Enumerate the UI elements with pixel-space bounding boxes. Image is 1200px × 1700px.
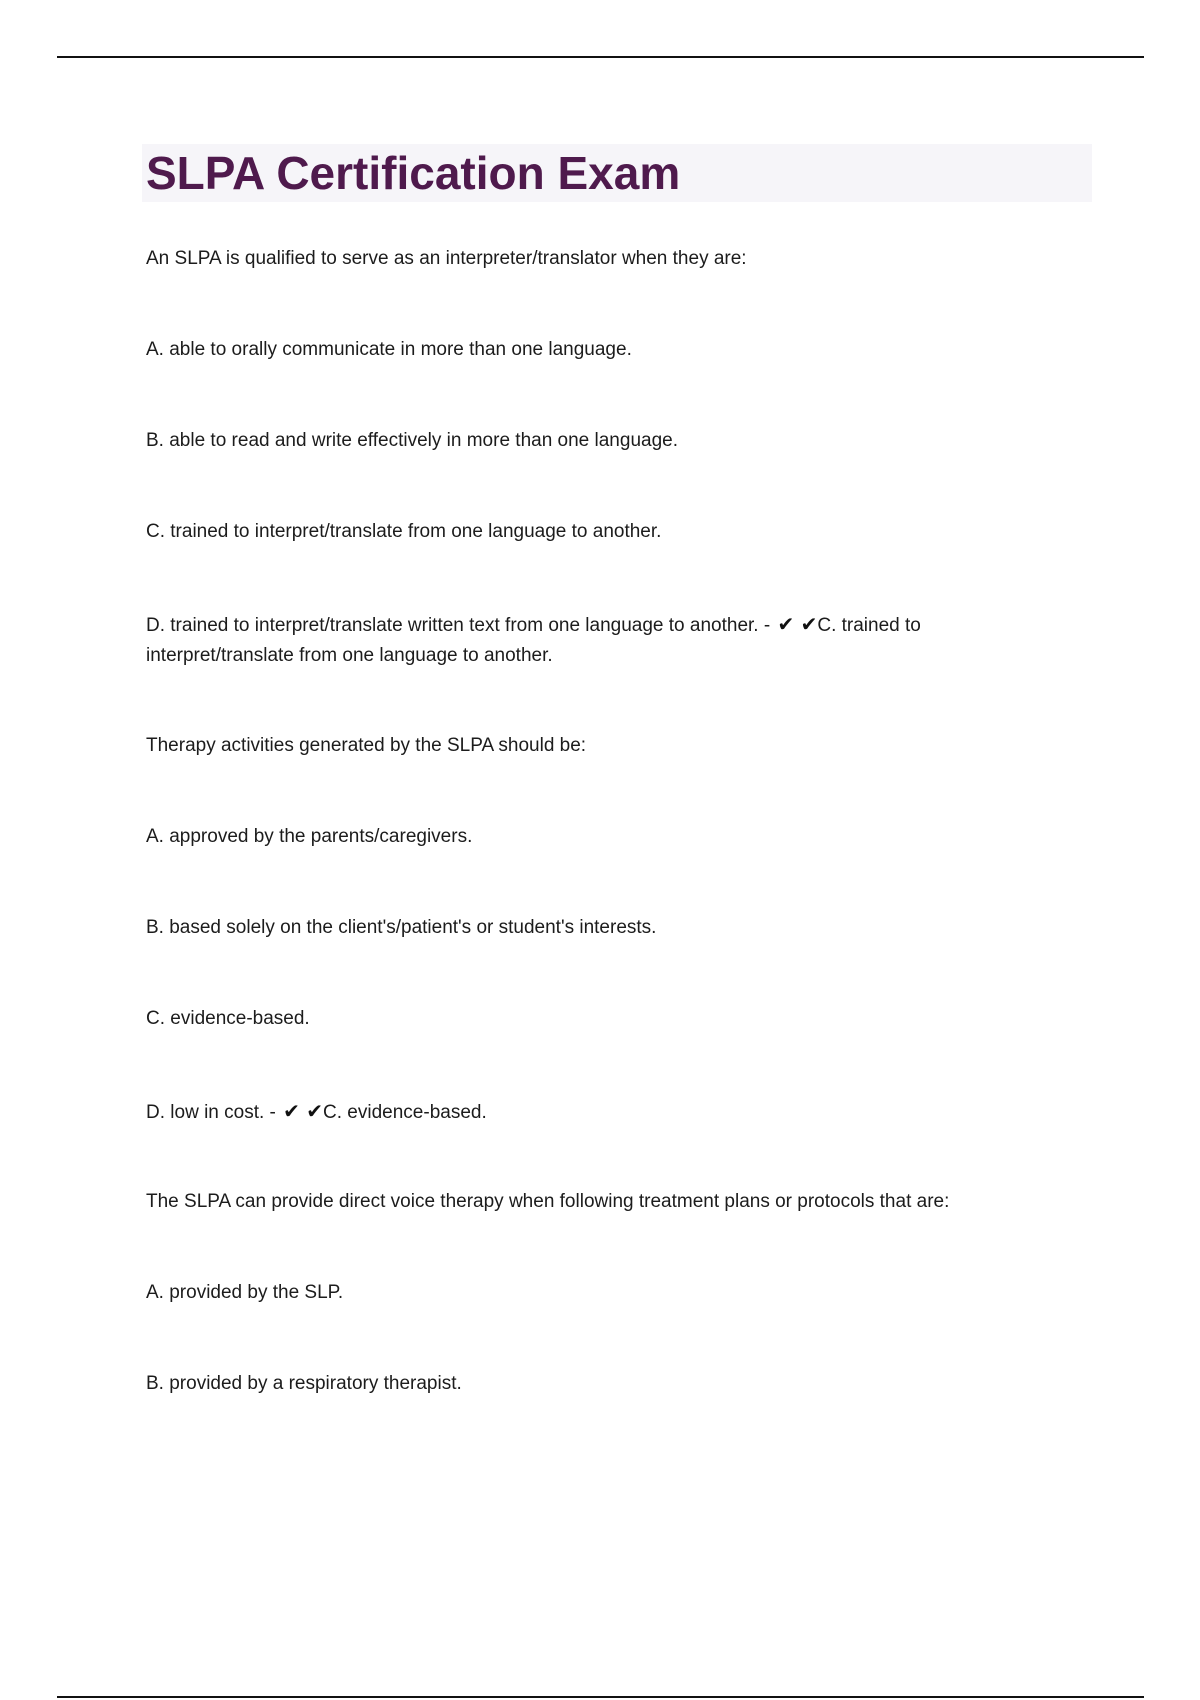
document-title: SLPA Certification Exam <box>146 147 681 199</box>
question-3-option-b: B. provided by a respiratory therapist. <box>146 1373 462 1394</box>
question-2-option-c: C. evidence-based. <box>146 1008 310 1029</box>
question-2-option-a: A. approved by the parents/caregivers. <box>146 826 473 847</box>
question-2-option-d: D. low in cost. - <box>146 1102 276 1123</box>
question-1-answer: C. trained to interpret/translate from one language to another. <box>146 615 921 666</box>
question-3-prompt: The SLPA can provide direct voice therapy when following treatment plans or protocols that are: <box>146 1191 950 1212</box>
question-1-option-d: D. trained to interpret/translate written text from one language to another. - <box>146 615 771 636</box>
question-1-option-b: B. able to read and write effectively in more than one language. <box>146 430 678 451</box>
question-1-option-c: C. trained to interpret/translate from one language to another. <box>146 521 662 542</box>
question-2-prompt: Therapy activities generated by the SLPA should be: <box>146 735 587 756</box>
checkmark-icon: ✔ ✔ <box>283 1099 324 1123</box>
checkmark-icon: ✔ ✔ <box>777 612 818 636</box>
footer-rule <box>57 1696 1144 1698</box>
question-1-prompt: An SLPA is qualified to serve as an interpreter/translator when they are: <box>146 248 747 269</box>
question-2-option-d-with-answer <box>146 1096 487 1128</box>
question-2-answer: C. evidence-based. <box>323 1102 487 1123</box>
question-1-option-a: A. able to orally communicate in more than one language. <box>146 339 632 360</box>
question-2-option-b: B. based solely on the client's/patient's or student's interests. <box>146 917 657 938</box>
question-3-option-a: A. provided by the SLP. <box>146 1282 344 1303</box>
header-rule <box>57 56 1144 58</box>
question-1-option-d-with-answer <box>146 609 1046 671</box>
